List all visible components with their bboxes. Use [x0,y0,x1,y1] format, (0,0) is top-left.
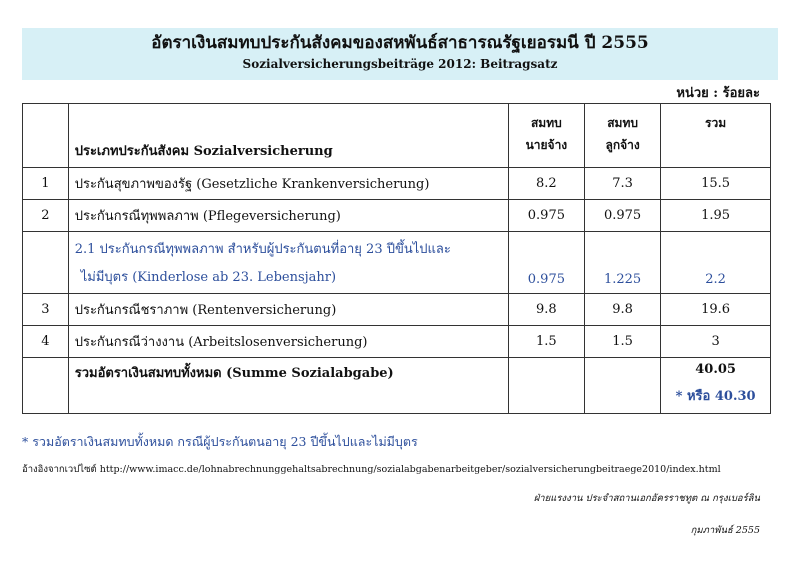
subrow-line2: ไม่มีบุตร (Kinderlose ab 23. Lebensjahr) [80,270,337,285]
total-cell [661,358,771,414]
total-employee [584,358,660,414]
header-employee [584,104,660,168]
row-type: ประกันกรณีทุพพลภาพ (Pflegeversicherung) [68,200,508,232]
table-row [23,200,771,232]
title-banner [22,28,778,80]
department-signature: ฝ่ายแรงงาน ประจำสถานเอกอัครราชทูต ณ กรุงเบอร์ลิน [533,493,760,504]
row-total: 19.6 [661,294,771,326]
total-employer [508,358,584,414]
row-employee: 7.3 [584,168,660,200]
row-employee: 0.975 [584,200,660,232]
table-row [23,326,771,358]
row-employee: 9.8 [584,294,660,326]
total-alt-value: * หรือ 40.30 [675,389,756,404]
header-employer [508,104,584,168]
row-employer: 9.8 [508,294,584,326]
footnote: * รวมอัตราเงินสมทบทั้งหมด กรณีผู้ประกันตนอายุ 23 ปีขึ้นไปและไม่มีบุตร [22,434,418,449]
source-reference: อ้างอิงจากเวปไซต์ http://www.imacc.de/lohnabrechnunggehaltsabrechnung/sozialabgabenarbeitgeber/sozialversicherungbeitraege2010/index.html [22,464,721,475]
table-row [23,294,771,326]
header-type: ประเภทประกันสังคม Sozialversicherung [68,104,508,168]
subrow-total: 2.2 [661,232,771,294]
row-employee: 1.5 [584,326,660,358]
row-total: 15.5 [661,168,771,200]
header-employer-line2: นายจ้าง [525,138,568,152]
subrow-line1: 2.1 ประกันกรณีทุพพลภาพ สำหรับผู้ประกันตนที่อายุ 23 ปีขึ้นไปและ [74,242,451,257]
header-employee-line2: ลูกจ้าง [605,138,640,152]
subrow-employee: 1.225 [584,232,660,294]
subrow-employer: 0.975 [508,232,584,294]
row-employer: 1.5 [508,326,584,358]
row-number: 1 [23,168,69,200]
subrow-number [23,232,69,294]
table-header-row [23,104,771,168]
row-total: 3 [661,326,771,358]
row-type: ประกันกรณีว่างงาน (Arbeitslosenversicherung) [68,326,508,358]
document-date: กุมภาพันธ์ 2555 [690,525,760,536]
row-type: ประกันสุขภาพของรัฐ (Gesetzliche Krankenversicherung) [68,168,508,200]
row-employer: 8.2 [508,168,584,200]
total-label: รวมอัตราเงินสมทบทั้งหมด (Summe Sozialabgabe) [68,358,508,414]
contribution-table [22,103,771,414]
subrow-type [68,232,508,294]
table-subrow [23,232,771,294]
row-number: 4 [23,326,69,358]
title-thai: อัตราเงินสมทบประกันสังคมของสหพันธ์สาธารณรัฐเยอรมนี ปี 2555 [151,33,649,53]
row-employer: 0.975 [508,200,584,232]
row-type: ประกันกรณีชราภาพ (Rentenversicherung) [68,294,508,326]
header-number [23,104,69,168]
header-total: รวม [661,104,771,168]
title-german: Sozialversicherungsbeiträge 2012: Beitragsatz [242,57,558,71]
table-row [23,168,771,200]
table-total-row [23,358,771,414]
header-employer-line1: สมทบ [530,116,562,130]
total-value: 40.05 [695,362,736,377]
total-number [23,358,69,414]
header-employee-line1: สมทบ [607,116,638,130]
row-number: 2 [23,200,69,232]
row-number: 3 [23,294,69,326]
unit-label: หน่วย : ร้อยละ [676,86,760,101]
row-total: 1.95 [661,200,771,232]
